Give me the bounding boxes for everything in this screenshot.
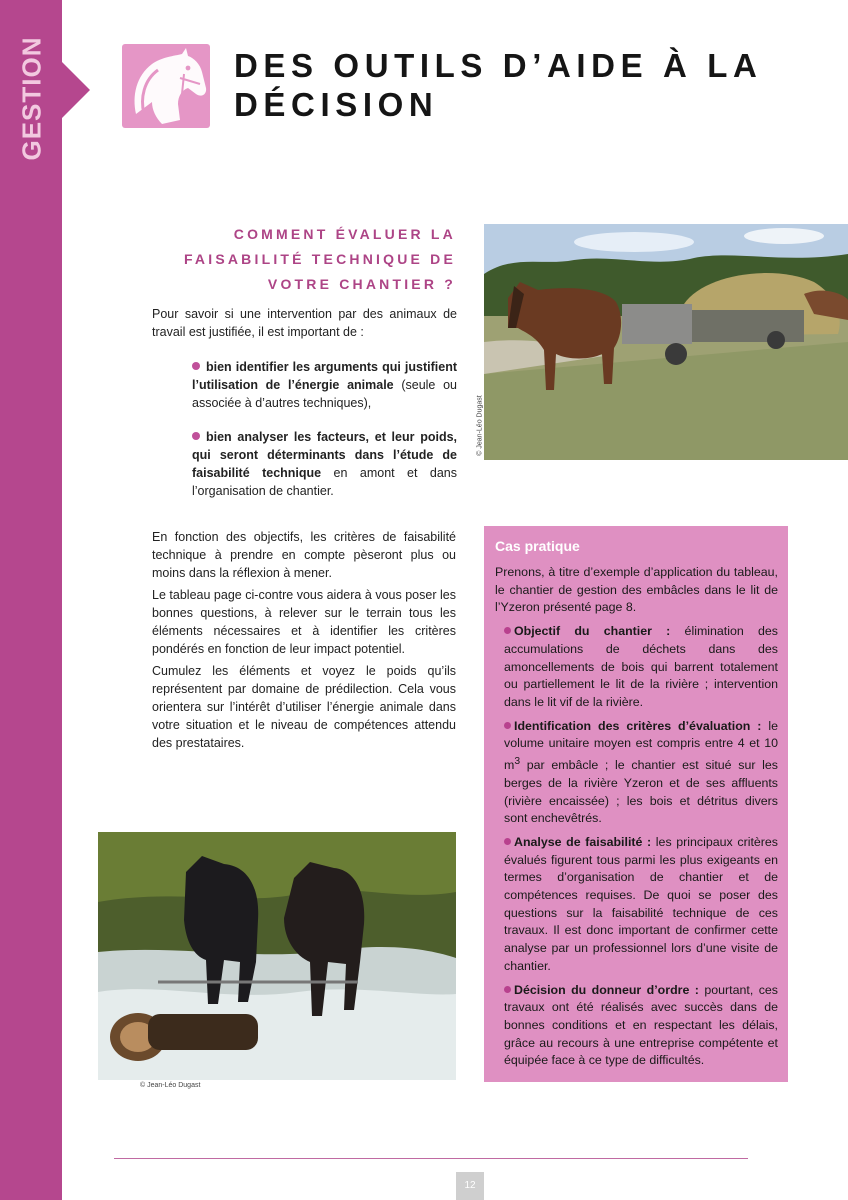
section-question-heading: COMMENT ÉVALUER LA FAISABILITÉ TECHNIQUE DE VOTRE CHANTIER ? [183, 226, 456, 292]
bullet-dot-icon [504, 722, 511, 729]
photo-credit-top: © Jean-Léo Dugast [476, 394, 484, 456]
bullet-dot-icon [192, 432, 200, 440]
page-number: 12 [456, 1172, 484, 1200]
footer-divider [114, 1158, 748, 1159]
bullet-list [192, 358, 457, 516]
bullet-dot-icon [504, 838, 511, 845]
photo-horse-with-hay-cart [484, 224, 848, 460]
paragraph: Cumulez les éléments et voyez le poids qu’ils représentent par domaine de prédilection. Cela vous orientera sur l’intérêt d’utiliser l’énergie animale dans votre situation et le niveau de compétences attendu des prestataires. [152, 664, 456, 750]
paragraph: En fonction des objectifs, les critères de faisabilité technique à prendre en compte pèseront plus ou moins dans la réflexion à mener. [152, 530, 456, 580]
section-label: GESTION [16, 35, 47, 161]
list-item: bien identifier les arguments qui justifient l’utilisation de l’énergie animale (seule ou associée à d’autres techniques), [192, 360, 457, 410]
case-item-decision: Décision du donneur d’ordre : pourtant, ces travaux ont été réalisés avec succès dans de bonnes conditions et en respectant les délais, grâce au recours à une entreprise compétente et équipée face à ce type de difficultés. [504, 982, 778, 1068]
section-band-tab [62, 62, 90, 118]
case-item-objective: Objectif du chantier : élimination des accumulations de déchets dans des amoncellements de bois qui barrent totalement ou partiellement le lit de la rivière ; intervention dans le lit vif de la rivière. [504, 624, 778, 709]
page-title: DES OUTILS D’AIDE À LA DÉCISION [234, 47, 763, 123]
photo-credit-bottom: © Jean-Léo Dugast [140, 1082, 201, 1089]
case-item-feasibility: Analyse de faisabilité : les principaux critères évalués figurent tous parmi les plus exigeants en termes d’organisation de chantier et de compétences requises. De quoi se poser des questions sur la faisabilité technique de ces travaux. Il est donc important de confirmer cette analyse par un professionnel lors d’une visite de chantier. [504, 834, 779, 973]
horse-logo-icon [122, 44, 210, 128]
case-study-box [484, 526, 788, 1082]
bullet-dot-icon [504, 627, 511, 634]
case-study-intro: Prenons, à titre d’exemple d’application du tableau, le chantier de gestion des embâcles dans le lit de l’Yzeron présenté page 8. [495, 565, 778, 615]
list-item: bien analyser les facteurs, et leur poids, qui seront déterminants dans l’étude de faisabilité technique en amont et dans l’organisation de chantier. [192, 430, 457, 498]
photo-horses-in-river [98, 832, 456, 1080]
body-paragraphs [152, 528, 456, 756]
case-item-criteria: Identification des critères d’évaluation : le volume unitaire moyen est compris entre 4 et 10 $m^3$ par embâcle ; le chantier est situé sur les berges de la rivière Yzeron et de ses affluents (rivière encaissée) ; les bois et détritus divers sont enchevêtrés. [504, 718, 778, 826]
paragraph: Le tableau page ci-contre vous aidera à vous poser les bonnes questions, à relever sur le terrain tous les éléments nécessaires et à identifier les critères pondérés en fonction de leur impact potentiel. [152, 588, 456, 656]
bullet-dot-icon [192, 362, 200, 370]
intro-paragraph: Pour savoir si une intervention par des animaux de travail est justifiée, il est important de : [152, 307, 457, 339]
section-band [0, 0, 62, 1200]
bullet-dot-icon [504, 986, 511, 993]
case-study-title: Cas pratique [495, 538, 580, 554]
